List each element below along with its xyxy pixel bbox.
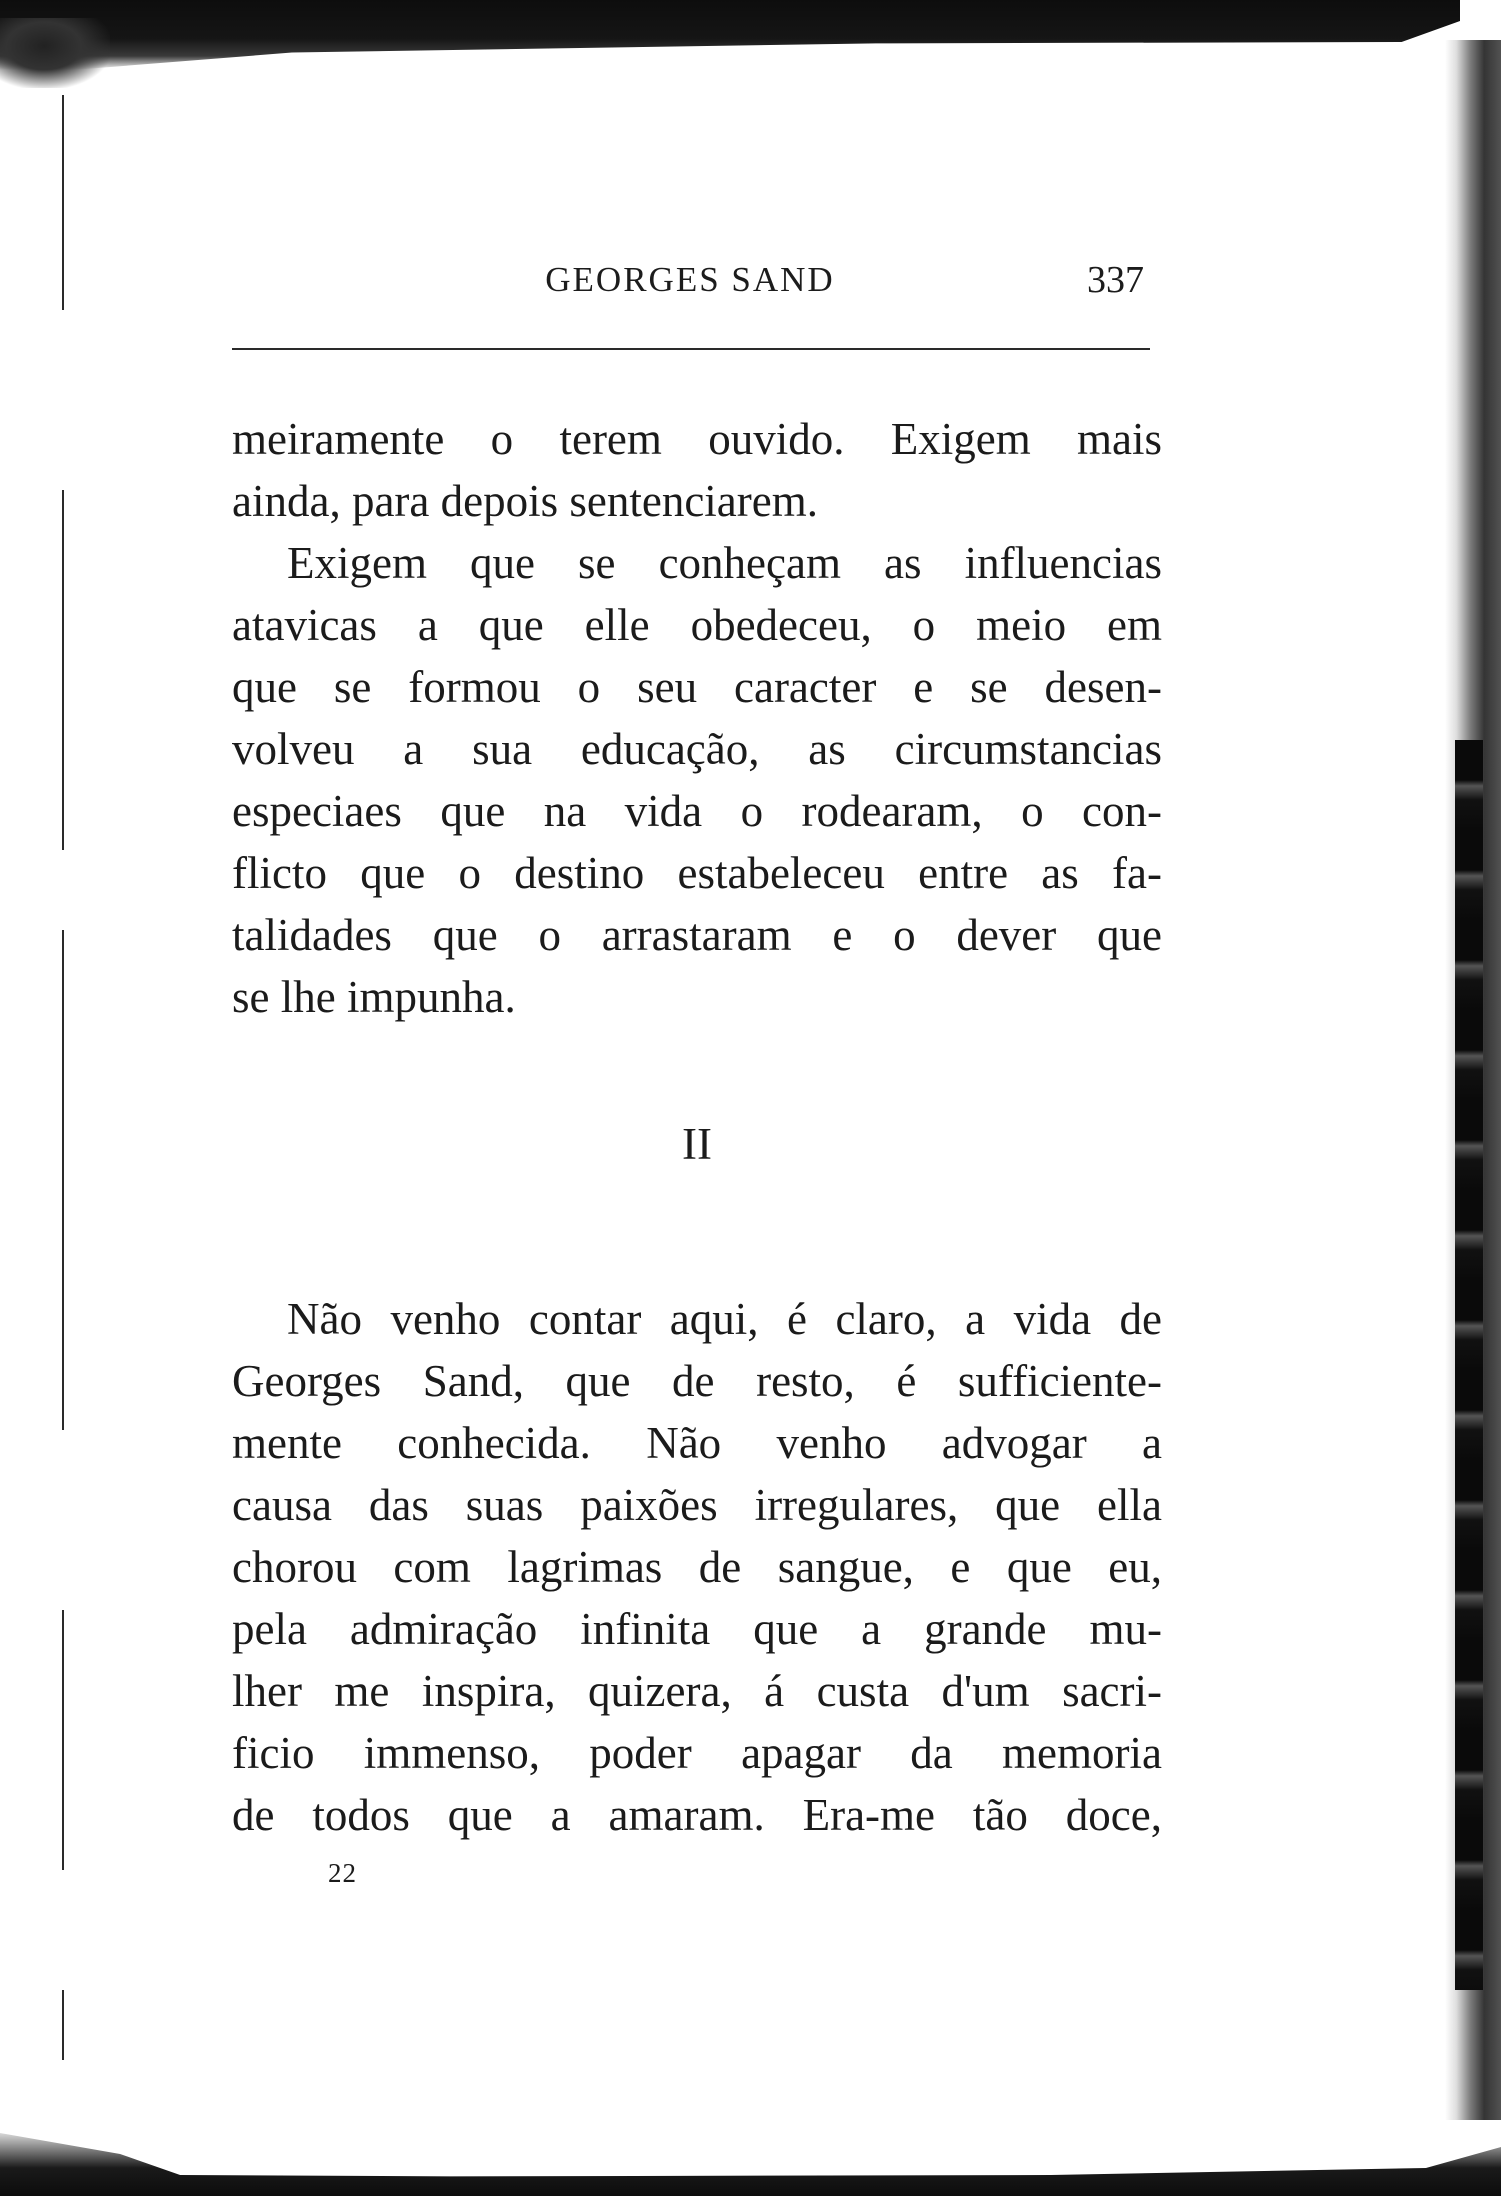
section-heading: II bbox=[682, 1119, 712, 1169]
paragraph bbox=[232, 1288, 1162, 1846]
scan-left-line bbox=[62, 95, 64, 310]
text-line: que se formou o seu caracter e se desen- bbox=[232, 662, 1162, 712]
text-line: pela admiração infinita que a grande mu- bbox=[232, 1604, 1162, 1654]
text-line: lher me inspira, quizera, á custa d'um sacri- bbox=[232, 1666, 1162, 1716]
text-line: Exigem que se conheçam as influencias bbox=[287, 538, 1162, 588]
text-line: volveu a sua educação, as circumstancias bbox=[232, 724, 1162, 774]
paragraph bbox=[232, 532, 1162, 1028]
scan-bottom-edge bbox=[0, 2126, 1501, 2196]
scan-corner-mark bbox=[0, 18, 110, 88]
header-rule bbox=[232, 348, 1150, 350]
text-line: Georges Sand, que de resto, é sufficiente- bbox=[232, 1356, 1162, 1406]
running-title: GEORGES SAND bbox=[545, 260, 835, 299]
paragraph-continuation bbox=[232, 408, 1162, 532]
scan-right-edge-shadow bbox=[1455, 740, 1483, 1990]
text-line: atavicas a que elle obedeceu, o meio em bbox=[232, 600, 1162, 650]
page-number: 337 bbox=[1087, 259, 1144, 301]
text-line: se lhe impunha. bbox=[232, 972, 516, 1022]
text-line: talidades que o arrastaram e o dever que bbox=[232, 910, 1162, 960]
text-line: de todos que a amaram. Era-me tão doce, bbox=[232, 1790, 1162, 1840]
scan-left-line bbox=[62, 1990, 64, 2060]
text-line: ficio immenso, poder apagar da memoria bbox=[232, 1728, 1162, 1778]
text-line: meiramente o terem ouvido. Exigem mais bbox=[232, 414, 1162, 464]
text-line: ainda, para depois sentenciarem. bbox=[232, 476, 818, 526]
text-line: Não venho contar aqui, é claro, a vida de bbox=[287, 1294, 1162, 1344]
text-line: causa das suas paixões irregulares, que ella bbox=[232, 1480, 1162, 1530]
scan-left-line bbox=[62, 1610, 64, 1870]
scan-left-line bbox=[62, 490, 64, 850]
running-header bbox=[230, 252, 1150, 312]
text-line: especiaes que na vida o rodearam, o con- bbox=[232, 786, 1162, 836]
scan-left-line bbox=[62, 930, 64, 1430]
signature-mark: 22 bbox=[328, 1858, 357, 1888]
text-line: flicto que o destino estabeleceu entre as fa- bbox=[232, 848, 1162, 898]
scan-top-edge bbox=[0, 0, 1460, 70]
text-line: chorou com lagrimas de sangue, e que eu, bbox=[232, 1542, 1162, 1592]
text-line: mente conhecida. Não venho advogar a bbox=[232, 1418, 1162, 1468]
